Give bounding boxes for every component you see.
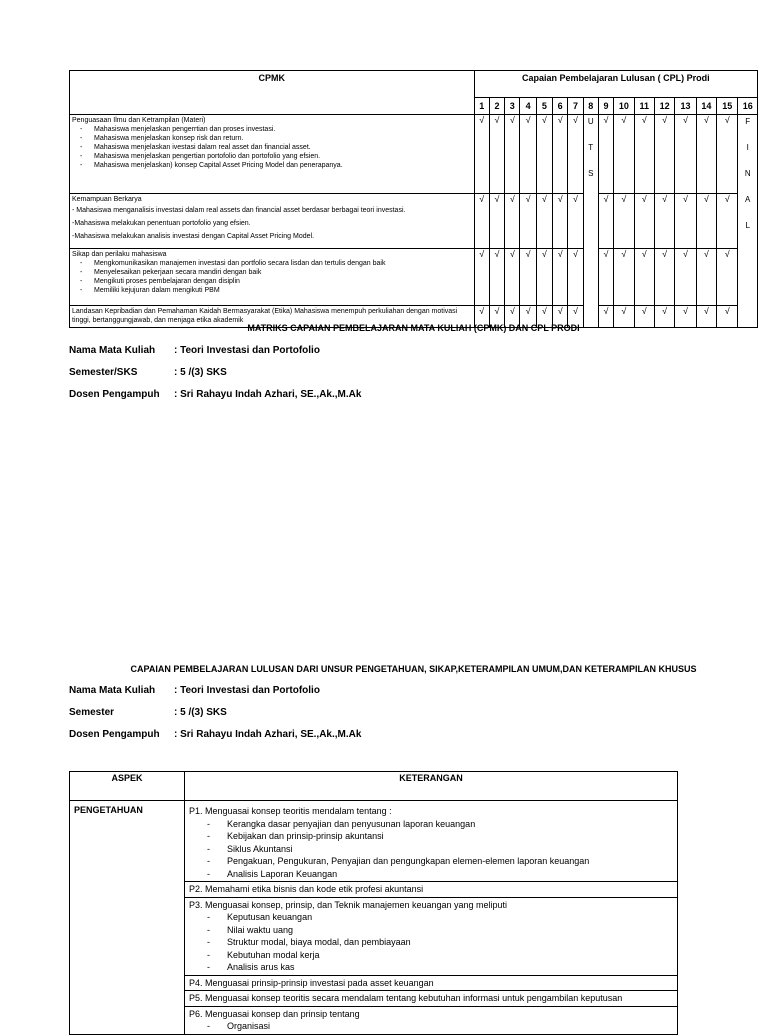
cpmk-title: Sikap dan perilaku mahasiswa — [72, 250, 167, 258]
check-mark: √ — [675, 248, 696, 305]
aspek-category: PENGETAHUAN — [70, 801, 185, 1035]
check-mark: √ — [489, 248, 504, 305]
keterangan-cell — [185, 991, 678, 1007]
final-letter: I — [746, 143, 749, 152]
cpmk-bullet: - Menyelesaikan pekerjaan secara mandiri dengan baik — [94, 268, 472, 277]
check-mark: √ — [598, 115, 613, 194]
check-mark: √ — [654, 305, 674, 327]
keterangan-subitem: - Keputusan keuangan — [227, 911, 673, 924]
keterangan-subitem: - Analisis Laporan Keuangan — [227, 868, 673, 881]
check-mark: √ — [654, 115, 674, 194]
cpmk-title: Landasan Kepribadian dan Pemahaman Kaidah Bermasyarakat (Etika) Mahasiswa menempuh perkuliahan dengan motivasi tinggi, bertanggungjawab, dan menjaga etika akademik — [72, 307, 458, 324]
check-mark: √ — [536, 248, 552, 305]
check-mark: √ — [520, 305, 536, 327]
keterangan-subitem: - Kebijakan dan prinsip-prinsip akuntansi — [227, 830, 673, 843]
check-mark: √ — [474, 115, 489, 194]
cpmk-line: - Mahasiswa menganalisis investasi dalam real assets dan financial asset berdasar berbagai teori investasi. — [72, 206, 406, 214]
info-label: Dosen Pengampuh — [69, 729, 160, 740]
check-mark: √ — [568, 193, 583, 248]
cpmk-header: CPMK — [70, 71, 475, 115]
cpl-number: 15 — [717, 98, 738, 115]
cpmk-bullet: - Mengikuti proses pembelajaran dengan disiplin — [94, 277, 472, 286]
keterangan-cell — [185, 897, 678, 975]
keterangan-cell — [185, 975, 678, 991]
keterangan-item: P1. Menguasai konsep teoritis mendalam tentang : — [189, 806, 392, 816]
uts-letter: U — [587, 117, 594, 126]
cpl-number: 5 — [536, 98, 552, 115]
final-letter: A — [745, 195, 751, 204]
check-mark: √ — [614, 305, 634, 327]
matrix-body — [70, 115, 758, 328]
check-mark: √ — [598, 305, 613, 327]
check-mark: √ — [634, 115, 654, 194]
check-mark: √ — [553, 305, 568, 327]
check-mark: √ — [675, 115, 696, 194]
cpmk-title: Kemampuan Berkarya — [72, 195, 142, 203]
uts-letter: S — [588, 169, 594, 178]
check-mark: √ — [634, 248, 654, 305]
cpmk-bullet: - Mengkomunikasikan manajemen investasi dan portfolio secara lisdan dan tertulis dengan baik — [94, 259, 472, 268]
check-mark: √ — [675, 305, 696, 327]
cpl-number: 4 — [520, 98, 536, 115]
check-mark: √ — [717, 305, 738, 327]
check-mark: √ — [520, 115, 536, 194]
keterangan-cell — [185, 1006, 678, 1034]
check-mark: √ — [614, 248, 634, 305]
cpl-number: 3 — [505, 98, 520, 115]
matrix-title: MATRIKS CAPAIAN PEMBELAJARAN MATA KULIAH (CPMK) DAN CPL PRODI — [247, 323, 580, 333]
cpl-number: 6 — [553, 98, 568, 115]
keterangan-cell — [185, 882, 678, 898]
check-mark: √ — [520, 193, 536, 248]
check-mark: √ — [474, 248, 489, 305]
check-mark: √ — [696, 115, 716, 194]
info-label: Nama Mata Kuliah — [69, 345, 156, 356]
cpmk-title: Penguasaan Ilmu dan Ketrampilan (Materi) — [72, 117, 206, 124]
check-mark: √ — [505, 305, 520, 327]
cpl-number: 7 — [568, 98, 583, 115]
check-mark: √ — [489, 193, 504, 248]
keterangan-item: P2. Memahami etika bisnis dan kode etik profesi akuntansi — [189, 884, 424, 894]
check-mark: √ — [614, 115, 634, 194]
cpmk-description — [70, 248, 475, 305]
final-cell — [738, 115, 758, 328]
cpmk-bullet: - Mahasiswa menjelaskan konsep risk dan return. — [94, 134, 472, 143]
keterangan-item: P6. Menguasai konsep dan prinsip tentang — [189, 1008, 360, 1019]
cpl-number: 1 — [474, 98, 489, 115]
check-mark: √ — [489, 115, 504, 194]
cpl-header: Capaian Pembelajaran Lulusan ( CPL) Prodi — [474, 71, 757, 98]
info-value: : Teori Investasi dan Portofolio — [174, 345, 320, 356]
check-mark: √ — [634, 193, 654, 248]
check-mark: √ — [489, 305, 504, 327]
cpmk-bullet: - Mahasiswa menjelaskan pengerrtian dan proses investasi. — [94, 125, 472, 134]
cpl-number: 14 — [696, 98, 716, 115]
check-mark: √ — [598, 193, 613, 248]
cpl-number: 11 — [634, 98, 654, 115]
check-mark: √ — [505, 248, 520, 305]
cpmk-bullet: - Mahasiswa menjelaskan pengertian portofolio dan portofolio yang efsien. — [94, 152, 472, 161]
check-mark: √ — [634, 305, 654, 327]
aspek-header: ASPEK — [70, 772, 185, 801]
check-mark: √ — [505, 115, 520, 194]
info-label: Nama Mata Kuliah — [69, 685, 156, 696]
cpl-number: 16 — [738, 98, 758, 115]
cpl-number: 12 — [654, 98, 674, 115]
keterangan-subitem: - Analisis arus kas — [227, 961, 673, 974]
check-mark: √ — [553, 115, 568, 194]
keterangan-subitem: - Kerangka dasar penyajian dan penyusunan laporan keuangan — [227, 818, 673, 831]
cpmk-bullet: - Mahasiswa menjelaskan ivestasi dalam real asset dan financial asset. — [94, 143, 472, 152]
info-value: : Sri Rahayu Indah Azhari, SE.,Ak.,M.Ak — [174, 389, 362, 400]
uts-cell — [583, 115, 598, 194]
check-mark: √ — [568, 115, 583, 194]
cpl-number: 9 — [598, 98, 613, 115]
check-mark: √ — [717, 115, 738, 194]
keterangan-subitem: - Struktur modal, biaya modal, dan pembiayaan — [227, 936, 673, 949]
check-mark: √ — [654, 193, 674, 248]
check-mark: √ — [654, 248, 674, 305]
keterangan-item: P3. Menguasai konsep, prinsip, dan Teknik manajemen keuangan yang meliputi — [189, 899, 508, 910]
info-label: Semester — [69, 707, 115, 718]
info-value: : 5 /(3) SKS — [174, 707, 227, 718]
cpmk-cpl-matrix — [69, 70, 758, 328]
cpmk-bullet: - Mahasiswa menjelaskan) konsep Capital Asset Pricing Model dan penerapanya. — [94, 161, 472, 170]
keterangan-subitem: - Organisasi — [227, 1020, 673, 1033]
keterangan-subitem: - Nilai waktu uang — [227, 924, 673, 937]
cpmk-description — [70, 193, 475, 248]
cpl-number: 8 — [583, 98, 598, 115]
cpmk-line: -Mahasiswa melakukan analisis investasi dengan Capital Asset Pricing Model. — [72, 232, 315, 240]
info-label: Semester/SKS — [69, 367, 138, 378]
keterangan-subitem: - Kebutuhan modal kerja — [227, 949, 673, 962]
uts-letter: T — [588, 143, 594, 152]
cpl-number: 13 — [675, 98, 696, 115]
final-letter: N — [744, 169, 751, 178]
keterangan-header: KETERANGAN — [185, 772, 678, 801]
check-mark: √ — [505, 193, 520, 248]
info-value: : Teori Investasi dan Portofolio — [174, 685, 320, 696]
aspek-row — [70, 801, 678, 882]
cpmk-bullet: - Memiliki kejujuran dalam mengikuti PBM — [94, 286, 472, 295]
cpmk-row — [70, 193, 758, 248]
final-letter: L — [745, 221, 750, 230]
check-mark: √ — [696, 305, 716, 327]
check-mark: √ — [696, 193, 716, 248]
keterangan-cell — [185, 801, 678, 882]
keterangan-item: P4. Menguasai prinsip-prinsip investasi pada asset keuangan — [189, 977, 434, 988]
keterangan-subitem: - Siklus Akuntansi — [227, 843, 673, 856]
cpl-number: 10 — [614, 98, 634, 115]
check-mark: √ — [675, 193, 696, 248]
check-mark: √ — [553, 248, 568, 305]
cpmk-row — [70, 248, 758, 305]
check-mark: √ — [536, 115, 552, 194]
check-mark: √ — [568, 305, 583, 327]
check-mark: √ — [696, 248, 716, 305]
cpmk-line: -Mahasiswa melakukan penentuan portofolio yang efsien. — [72, 219, 251, 227]
uts-cell — [583, 248, 598, 305]
check-mark: √ — [598, 248, 613, 305]
cpmk-row — [70, 115, 758, 194]
check-mark: √ — [474, 193, 489, 248]
keterangan-subitem: - Pengakuan, Pengukuran, Penyajian dan pengungkapan elemen-elemen laporan keuangan — [227, 855, 673, 868]
keterangan-item: P5. Menguasai konsep teoritis secara mendalam tentang kebutuhan informasi untuk pengambilan keputusan — [189, 993, 623, 1003]
uts-cell — [583, 193, 598, 248]
info-value: : 5 /(3) SKS — [174, 367, 227, 378]
check-mark: √ — [717, 248, 738, 305]
check-mark: √ — [520, 248, 536, 305]
check-mark: √ — [553, 193, 568, 248]
check-mark: √ — [536, 193, 552, 248]
cpl-title: CAPAIAN PEMBELAJARAN LULUSAN DARI UNSUR PENGETAHUAN, SIKAP,KETERAMPILAN UMUM,DAN KETERAMPILAN KHUSUS — [130, 664, 697, 674]
check-mark: √ — [568, 248, 583, 305]
check-mark: √ — [717, 193, 738, 248]
check-mark: √ — [474, 305, 489, 327]
check-mark: √ — [536, 305, 552, 327]
cpl-number: 2 — [489, 98, 504, 115]
check-mark: √ — [614, 193, 634, 248]
info-label: Dosen Pengampuh — [69, 389, 160, 400]
final-letter: F — [745, 117, 751, 126]
cpmk-description — [70, 115, 475, 194]
aspek-body — [70, 801, 678, 1035]
aspek-table — [69, 771, 678, 1035]
info-value: : Sri Rahayu Indah Azhari, SE.,Ak.,M.Ak — [174, 729, 362, 740]
